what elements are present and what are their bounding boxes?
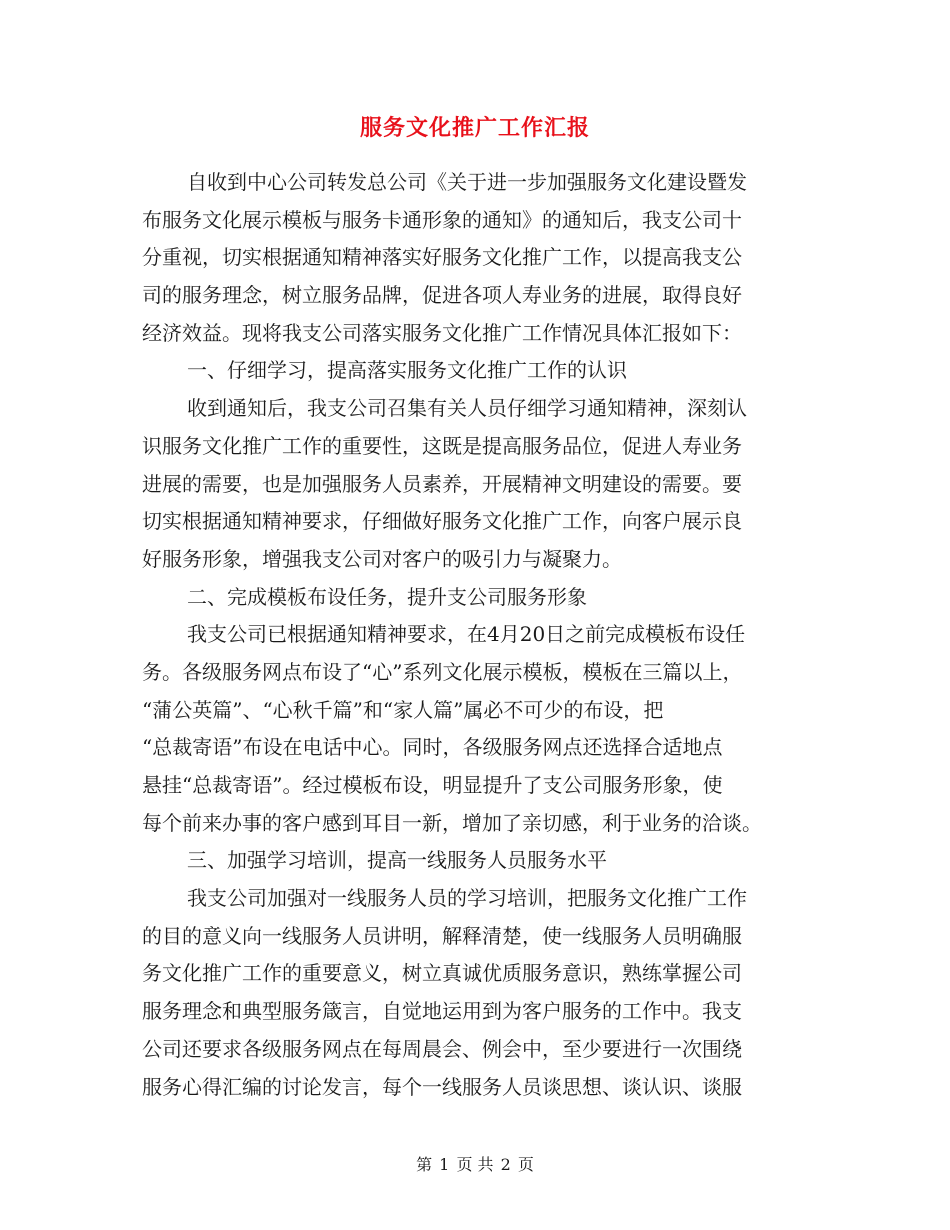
section-heading: 一、仔细学习，提高落实服务文化推广工作的认识: [187, 358, 627, 383]
text-line: 自收到中心公司转发总公司《关于进一步加强服务文化建设暨发: [187, 170, 747, 194]
text-line: 服务心得汇编的讨论发言，每个一线服务人员谈思想、谈认识、谈服: [142, 1074, 742, 1099]
section-heading: 二、完成模板布设任务，提升支公司服务形象: [187, 584, 587, 609]
section-heading: 三、加强学习培训，提高一线服务人员服务水平: [187, 848, 607, 873]
text-line: 布服务文化展示模板与服务卡通形象的通知》的通知后，我支公司十: [142, 207, 742, 232]
text-line: 经济效益。现将我支公司落实服务文化推广工作情况具体汇报如下：: [142, 320, 742, 345]
text-line: “蒲公英篇”、“心秋千篇”和“家人篇”属必不可少的布设，把: [142, 697, 664, 722]
text-line: 识服务文化推广工作的重要性，这既是提高服务品位，促进人寿业务: [142, 433, 742, 458]
text-line: 服务理念和典型服务箴言，自觉地运用到为客户服务的工作中。我支: [142, 999, 742, 1024]
text-line: 我支公司加强对一线服务人员的学习培训，把服务文化推广工作: [187, 886, 747, 911]
text-line: 的目的意义向一线服务人员讲明，解释清楚，使一线服务人员明确服: [142, 923, 742, 948]
text-line: 分重视，切实根据通知精神落实好服务文化推广工作，以提高我支公: [142, 245, 742, 270]
text-line: 切实根据通知精神要求，仔细做好服务文化推广工作，向客户展示良: [142, 509, 742, 534]
footer-page-number: 1: [439, 1155, 450, 1174]
text-line: 悬挂“总裁寄语”。经过模板布设，明显提升了支公司服务形象，使: [142, 773, 723, 797]
footer-mid: 页 共: [456, 1155, 494, 1174]
text-line: 我支公司已根据通知精神要求，在4月20日之前完成模板布设任: [187, 622, 746, 647]
text-line: 务。各级服务网点布设了“心”系列文化展示模板，模板在三篇以上，: [142, 659, 743, 684]
text-line: “总裁寄语”布设在电话中心。同时，各级服务网点还选择合适地点: [142, 735, 723, 760]
document-title: 服务文化推广工作汇报: [359, 115, 590, 141]
text-line: 公司还要求各级服务网点在每周晨会、例会中，至少要进行一次围绕: [142, 1036, 742, 1061]
footer-suffix: 页: [517, 1155, 534, 1174]
text-line: 务文化推广工作的重要意义，树立真诚优质服务意识，熟练掌握公司: [142, 961, 742, 986]
footer-total-pages: 2: [500, 1155, 511, 1174]
text-line: 好服务形象，增强我支公司对客户的吸引力与凝聚力。: [142, 546, 622, 571]
text-line: 收到通知后，我支公司召集有关人员仔细学习通知精神，深刻认: [187, 396, 747, 421]
text-line: 司的服务理念，树立服务品牌，促进各项人寿业务的进展，取得良好: [142, 283, 742, 308]
footer-prefix: 第: [416, 1155, 433, 1174]
text-line: 每个前来办事的客户感到耳目一新，增加了亲切感，利于业务的洽谈。: [142, 810, 762, 835]
document-body: [142, 164, 808, 1106]
page-footer: [0, 1153, 950, 1177]
text-line: 进展的需要，也是加强服务人员素养，开展精神文明建设的需要。要: [142, 471, 742, 496]
